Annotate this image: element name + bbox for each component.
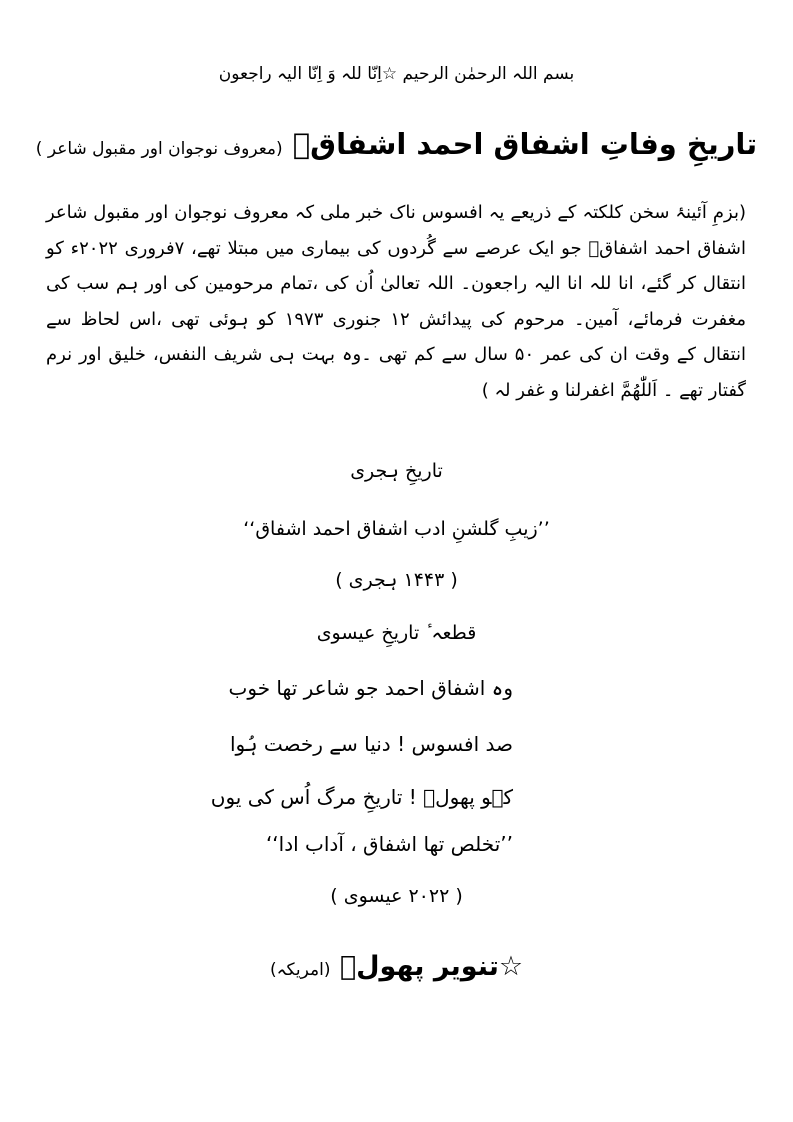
isvi-heading: قطعہ ٔ تاریخِ عیسوی (316, 622, 477, 644)
page-title (0, 127, 793, 161)
verse-line: ’’تخلص تھا اشفاق ، آداب ادا‘‘ (265, 832, 513, 856)
verse-line: صد افسوس ! دنیا سے رخصت ہُوا (229, 732, 513, 756)
hijri-phrase: ’’زیبِ گلشنِ ادب اشفاق احمد اشفاق‘‘ (243, 518, 550, 540)
obituary-paragraph: (بزمِ آئینۂ سخن کلکتہ کے ذریعے یہ افسوس ناک خبر ملی کہ معروف نوجوان اور مقبول شاعر اشفاق احمد اشفاقؔ جو ایک عرصے سے گُردوں کی بیماری میں مبتلا تھے، ۷فروری ۲۰۲۲ء کو انتقال کر گئے، انا للہ انا الیہ راجعون۔ اللہ تعالیٰ اُن کی ،تمام مرحومین کی اور ہم سب کی مغفرت فرمائے، آمین۔ مرحوم کی پیدائش ۱۲ جنوری ۱۹۷۳ کو ہوئی تھی ،اس لحاظ سے انتقال کے وقت ان کی عمر ۵۰ سال سے کم تھی ۔وہ بہت ہی شریف النفس، خلیق اور نرم گفتار تھے ۔ اَللّٰھُمَّ اغفرلنا و غفر لہ ) (46, 202, 747, 401)
hijri-heading: تاریخِ ہجری (350, 460, 443, 482)
hijri-year: ( ۱۴۴۳ ہجری ) (335, 569, 458, 591)
title-main: تاریخِ وفاتِ اشفاق احمد اشفاقؔ (292, 127, 758, 161)
verse-line: وہ اشفاق احمد جو شاعر تھا خوب (228, 676, 513, 700)
verse-line: کہو پھولؔ ! تاریخِ مرگ اُس کی یوں (210, 785, 513, 809)
bismillah-header: بسم اللہ الرحمٰن الرحیم ☆اِنّا للہ وَ اِنّا الیہ راجعون (218, 64, 575, 84)
signature (0, 953, 793, 980)
title-subtitle: (معروف نوجوان اور مقبول شاعر ) (35, 139, 283, 159)
isvi-year: ( ۲۰۲۲ عیسوی ) (330, 885, 463, 907)
author-location: (امریکہ) (269, 960, 331, 980)
author-name: ☆تنویر پھولؔ (339, 951, 524, 982)
